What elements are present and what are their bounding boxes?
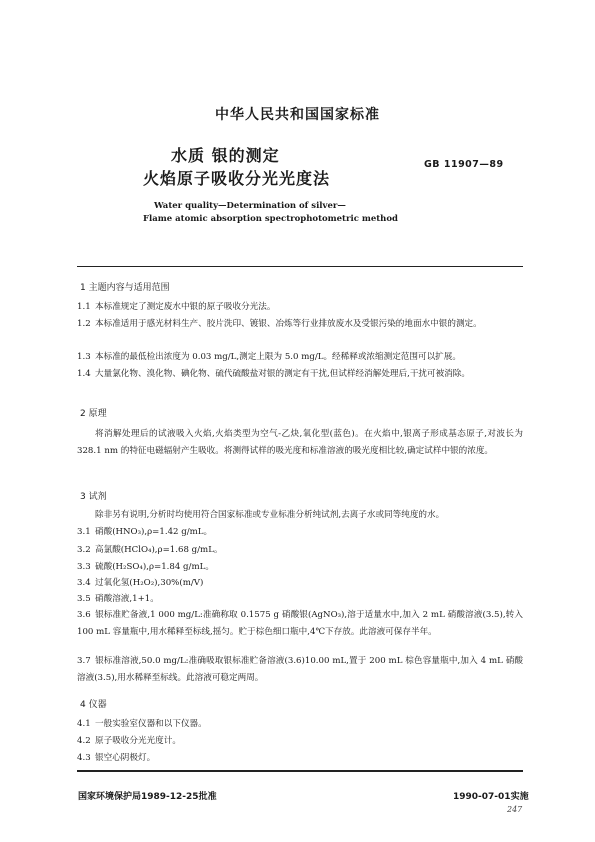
item-number: 4.1 bbox=[77, 719, 91, 729]
header-divider bbox=[77, 266, 523, 267]
item-text: 硝酸溶液,1+1。 bbox=[95, 594, 159, 604]
item-text: 银标准贮备液,1 000 mg/L:准确称取 0.1575 g 硝酸银(AgNO₃),溶于适量水中,加入 2 mL 硝酸溶液(3.5),转入 100 mL 容量瓶中,用水稀释至标线,摇匀。贮于棕色细口瓶中,4℃下存放。此溶液可保存半年。 bbox=[77, 610, 523, 637]
section-2-body: 将消解处理后的试液吸入火焰,火焰类型为空气-乙炔,氧化型(蓝色)。在火焰中,银离子形成基态原子,对波长为 328.1 nm 的特征电磁辐射产生吸收。将测得试样的吸光度和标准溶液的吸光度相比较,确定试样中银的浓度。 bbox=[77, 429, 523, 456]
footer-divider bbox=[77, 770, 523, 772]
item-number: 3.6 bbox=[77, 610, 91, 620]
item-text: 本标准适用于感光材料生产、胶片洗印、镀银、冶炼等行业排放废水及受银污染的地面水中银的测定。 bbox=[95, 319, 482, 329]
item-number: 1.3 bbox=[77, 352, 91, 362]
item-3-1 bbox=[77, 524, 523, 541]
item-3-4 bbox=[77, 575, 523, 592]
item-4-1 bbox=[77, 716, 523, 733]
section-2-title: 2 原理 bbox=[80, 409, 107, 419]
title-line-1: 水质 银的测定 bbox=[171, 146, 280, 165]
section-3-title: 3 试剂 bbox=[80, 492, 107, 502]
item-1-4 bbox=[77, 366, 523, 383]
item-number: 4.3 bbox=[77, 753, 91, 763]
item-number: 4.2 bbox=[77, 736, 91, 746]
item-text: 硫酸(H₂SO₄),ρ=1.84 g/mL。 bbox=[95, 562, 214, 572]
item-number: 3.1 bbox=[77, 527, 91, 537]
approval-date: 国家环境保护局1989-12-25批准 bbox=[78, 792, 217, 802]
item-number: 1.4 bbox=[77, 369, 91, 379]
item-3-7 bbox=[77, 653, 523, 686]
item-1-3 bbox=[77, 349, 523, 366]
item-text: 银空心阴极灯。 bbox=[95, 753, 156, 763]
standard-type: 中华人民共和国国家标准 bbox=[215, 107, 380, 123]
item-text: 本标准的最低检出浓度为 0.03 mg/L,测定上限为 5.0 mg/L。经稀释或浓缩测定范围可以扩展。 bbox=[95, 352, 461, 362]
item-4-2 bbox=[77, 733, 523, 750]
standard-code: GB 11907—89 bbox=[424, 159, 504, 170]
item-3-6 bbox=[77, 607, 523, 640]
item-text: 过氧化氢(H₂O₂),30%(m/V) bbox=[95, 578, 204, 588]
effective-date: 1990-07-01实施 bbox=[453, 792, 529, 802]
item-text: 高氯酸(HClO₄),ρ=1.68 g/mL。 bbox=[95, 545, 223, 555]
page-number: 247 bbox=[507, 805, 523, 814]
item-3-3 bbox=[77, 559, 523, 576]
item-text: 本标准规定了测定废水中银的原子吸收分光法。 bbox=[95, 302, 276, 312]
item-text: 一般实验室仪器和以下仪器。 bbox=[95, 719, 207, 729]
item-1-1 bbox=[77, 299, 523, 316]
section-3-intro: 除非另有说明,分析时均使用符合国家标准或专业标准分析纯试剂,去离子水或同等纯度的水。 bbox=[95, 510, 445, 520]
section-1-title: 1 主题内容与适用范围 bbox=[80, 283, 170, 293]
item-number: 3.7 bbox=[77, 656, 91, 666]
item-number: 1.1 bbox=[77, 302, 91, 312]
item-number: 3.3 bbox=[77, 562, 91, 572]
item-number: 3.4 bbox=[77, 578, 91, 588]
item-4-3 bbox=[77, 750, 523, 767]
item-1-2 bbox=[77, 316, 523, 333]
item-number: 3.2 bbox=[77, 545, 91, 555]
english-title-line-2: Flame atomic absorption spectrophotometric method bbox=[143, 214, 398, 224]
item-text: 原子吸收分光光度计。 bbox=[95, 736, 181, 746]
title-line-2: 火焰原子吸收分光光度法 bbox=[143, 169, 331, 188]
item-number: 3.5 bbox=[77, 594, 91, 604]
item-text: 大量氯化物、溴化物、碘化物、硫代硫酸盐对银的测定有干扰,但试样经消解处理后,干扰可被消除。 bbox=[95, 369, 470, 379]
item-3-5 bbox=[77, 591, 523, 608]
item-3-2 bbox=[77, 542, 523, 559]
item-number: 1.2 bbox=[77, 319, 91, 329]
item-text: 硝酸(HNO₃),ρ=1.42 g/mL。 bbox=[95, 527, 213, 537]
section-4-title: 4 仪器 bbox=[80, 700, 107, 710]
english-title-line-1: Water quality—Determination of silver— bbox=[154, 201, 346, 211]
item-text: 银标准溶液,50.0 mg/L:准确吸取银标准贮备溶液(3.6)10.00 mL,置于 200 mL 棕色容量瓶中,加入 4 mL 硝酸溶液(3.5),用水稀释至标线。此溶液可稳定两周。 bbox=[77, 656, 523, 683]
